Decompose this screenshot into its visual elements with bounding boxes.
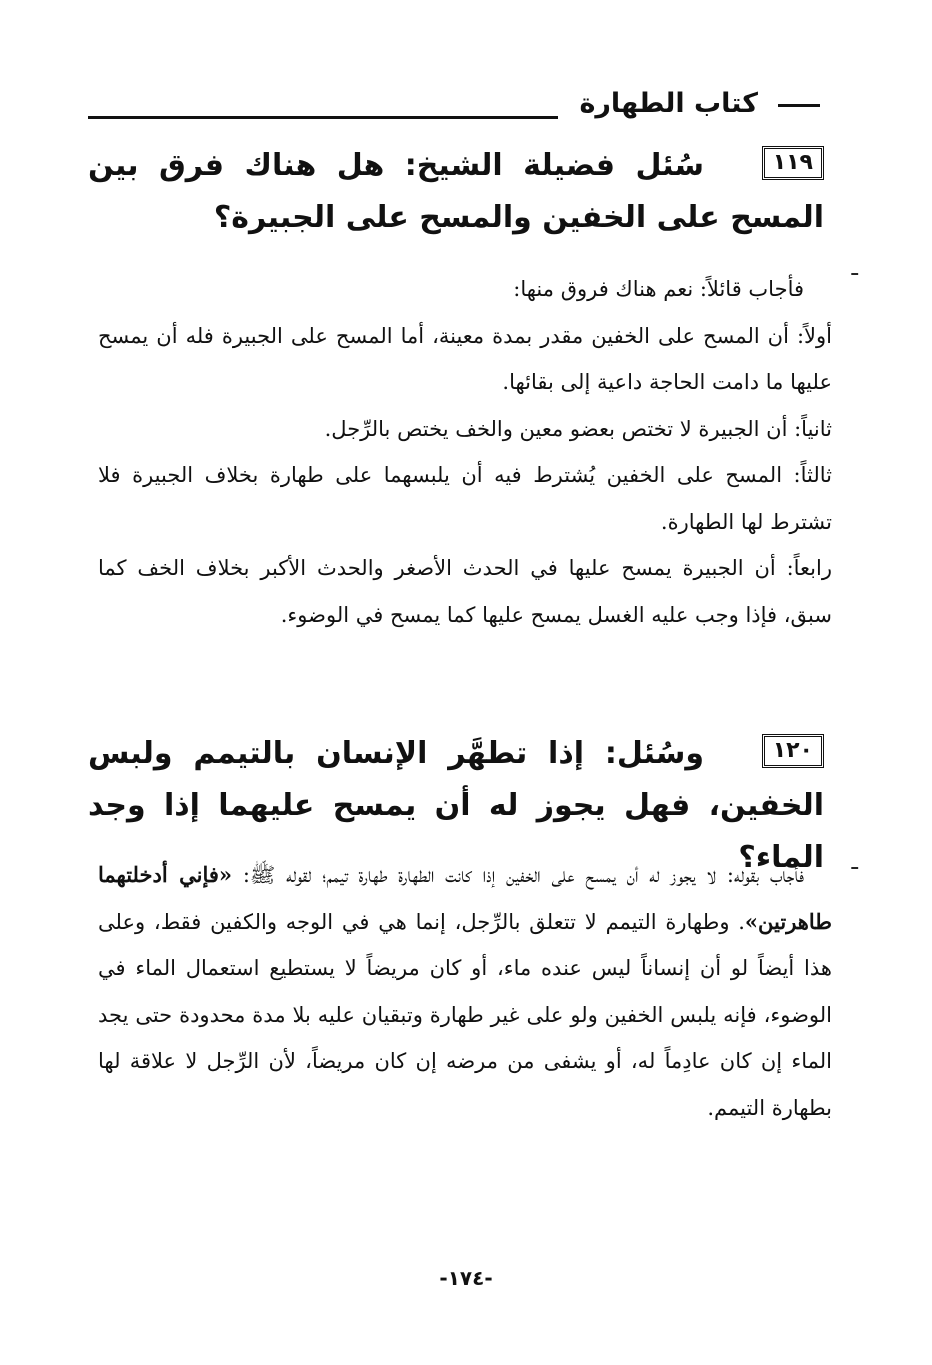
margin-mark: ـ: [851, 256, 858, 281]
answer-point-4: رابعاً: أن الجبيرة يمسح عليها في الحدث الأصغر والحدث الأكبر بخلاف الخف كما سبق، فإذا وجب عليه الغسل يمسح عليها كما يمسح في الوضوء.: [98, 556, 832, 627]
question-text: وسُئل: إذا تطهَّر الإنسان بالتيمم ولبس الخفين، فهل يجوز له أن يمسح عليهما إذا وجد الماء؟: [88, 736, 824, 875]
question-119: [88, 140, 824, 244]
running-header: [88, 86, 820, 126]
question-number-badge: ١٢٠: [762, 734, 824, 768]
header-rule-right: [778, 104, 820, 107]
header-rule-left: [88, 116, 558, 119]
hadith-quote: «فإني أدخلتهما طاهرتين»: [98, 862, 832, 934]
answer-paragraph: [98, 852, 832, 1131]
page-number: -١٧٤-: [439, 1266, 493, 1290]
question-number-badge: ١١٩: [762, 146, 824, 180]
answer-point-1: أولاً: أن المسح على الخفين مقدر بمدة معينة، أما المسح على الجبيرة فله أن يمسح عليها ما دامت الحاجة داعية إلى بقائها.: [98, 323, 832, 394]
question-text: سُئل فضيلة الشيخ: هل هناك فرق بين المسح على الخفين والمسح على الجبيرة؟: [88, 148, 824, 235]
answer-point-2: ثانياً: أن الجبيرة لا تختص بعضو معين والخف يختص بالرِّجل.: [324, 416, 832, 441]
margin-mark: ـ: [851, 850, 858, 875]
answer-120: [98, 852, 832, 1131]
answer-text-part-2: . وطهارة التيمم لا تتعلق بالرِّجل، إنما هي في الوجه والكفين فقط، وعلى هذا أيضاً لو أن إنساناً ليس عنده ماء، أو كان مريضاً لا يستطيع استعمال الماء في الوضوء، فإنه يلبس الخفين ولو على غير طهارة وتبقيان عليه بلا مدة محدودة حتى يجد الماء إن كان عادِماً له، أو يشفى من مرضه إن كان مريضاً، لأن الرِّجل لا علاقة لها بطهارة التيمم.: [98, 909, 832, 1120]
answer-text-part-1: فأجاب بقوله: لا يجوز له أن يمسح على الخفين إذا كانت الطهارة طهارة تيمم؛ لقوله ﷺ:: [232, 863, 804, 887]
answer-119: [98, 266, 832, 638]
answer-intro: فأجاب قائلاً: نعم هناك فروق منها:: [513, 277, 804, 301]
book-title: كتاب الطهارة: [579, 88, 758, 119]
answer-point-3: ثالثاً: المسح على الخفين يُشترط فيه أن يلبسهما على طهارة بخلاف الجبيرة فلا تشترط لها الطهارة.: [98, 463, 832, 534]
